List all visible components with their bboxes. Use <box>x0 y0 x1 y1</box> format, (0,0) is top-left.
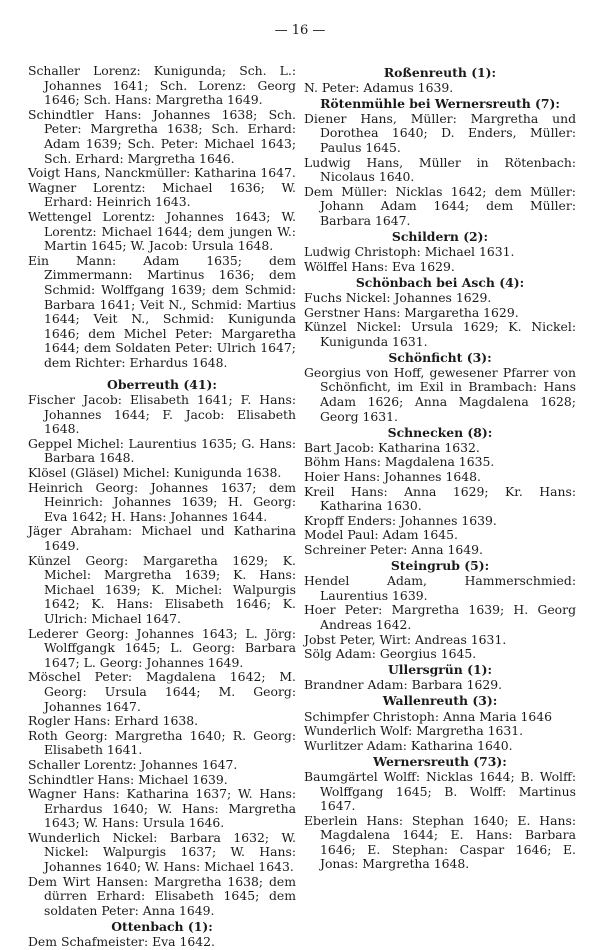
register-entry: Diener Hans, Müller: Margretha und Dorothea 1640; D. Enders, Müller: Paulus 1645. <box>304 110 576 155</box>
register-entry: Bart Jacob: Katharina 1632. <box>304 439 480 455</box>
section-heading-roetenmuehle: Rötenmühle bei Wernersreuth (7): <box>320 95 560 111</box>
register-entry: Wurlitzer Adam: Katharina 1640. <box>304 737 513 753</box>
register-entry: Gerstner Hans: Margaretha 1629. <box>304 304 519 320</box>
register-entry: Schaller Lorenz: Kunigunda; Sch. L.: Johannes 1641; Sch. Lorenz: Georg 1646; Sch. Hans: Margretha 1649. <box>28 63 296 108</box>
section-heading-schnecken: Schnecken (8): <box>387 424 493 440</box>
register-entry: Fuchs Nickel: Johannes 1629. <box>304 289 492 305</box>
register-entry: Kreil Hans: Anna 1629; Kr. Hans: Katharina 1630. <box>304 483 576 514</box>
register-entry: Ludwig Hans, Müller in Rötenbach: Nicolaus 1640. <box>304 154 576 185</box>
register-entry: Möschel Peter: Magdalena 1642; M. Georg: Ursula 1644; M. Georg: Johannes 1647. <box>28 669 296 714</box>
section-heading-schildern: Schildern (2): <box>391 229 489 245</box>
register-entry: Schindtler Hans: Johannes 1638; Sch. Peter: Margretha 1638; Sch. Erhard: Adam 1639; Sch. Peter: Michael 1643; Sch. Erhard: Margretha 1646. <box>28 106 296 166</box>
register-entry: Model Paul: Adam 1645. <box>304 527 458 543</box>
register-entry: Schreiner Peter: Anna 1649. <box>304 542 483 557</box>
register-entry: Hoier Hans: Johannes 1648. <box>304 469 481 485</box>
register-entry: Dem Schafmeister: Eva 1642. <box>28 934 215 950</box>
register-entry: Georgius von Hoff, gewesener Pfarrer von Schönficht, im Exil in Brambach: Hans Adam 1626; Anna Magdalena 1628; Georg 1631. <box>304 364 576 424</box>
section-heading-oberreuth: Oberreuth (41): <box>107 376 217 392</box>
right-column <box>304 64 576 872</box>
section-heading-rossenreuth: Roßenreuth (1): <box>383 64 497 80</box>
register-entry: Kropff Enders: Johannes 1639. <box>304 512 497 528</box>
section-heading-ottenbach: Ottenbach (1): <box>111 918 213 934</box>
register-entry: Schimpfer Christoph: Anna Maria 1646 <box>304 708 553 724</box>
register-entry: Hoer Peter: Margretha 1639; H. Georg Andreas 1642. <box>304 602 576 632</box>
register-entry: Wölffel Hans: Eva 1629. <box>304 258 455 274</box>
section-heading-steingrub: Steingrub (5): <box>390 558 490 574</box>
register-entry: Schindtler Hans: Michael 1639. <box>28 771 228 787</box>
register-entry: Künzel Georg: Margaretha 1629; K. Michel: Margretha 1639; K. Hans: Michael 1639; K. Michel: Walpurgis 1642; K. Hans: Elisabeth 1646; K. Ulrich: Michael 1647. <box>28 552 296 626</box>
register-entry: Roth Georg: Margretha 1640; R. Georg: Elisabeth 1641. <box>28 727 296 758</box>
register-entry: Brandner Adam: Barbara 1629. <box>304 677 503 693</box>
register-entry: Heinrich Georg: Johannes 1637; dem Heinrich: Johannes 1639; H. Georg: Eva 1642; H. Hans: Johannes 1644. <box>28 479 296 524</box>
register-entry: Rogler Hans: Erhard 1638. <box>28 713 199 729</box>
register-entry: Jäger Abraham: Michael und Katharina 1649. <box>28 523 296 553</box>
register-entry: Böhm Hans: Magdalena 1635. <box>304 454 495 470</box>
section-heading-wallenreuth: Wallenreuth (3): <box>382 693 498 709</box>
section-heading-schoenbach: Schönbach bei Asch (4): <box>355 274 525 290</box>
register-entry: Lederer Georg: Johannes 1643; L. Jörg: Wolffgangk 1645; L. Georg: Barbara 1647; L. Georg: Johannes 1649. <box>28 625 296 670</box>
register-entry: Eberlein Hans: Stephan 1640; E. Hans: Magdalena 1644; E. Hans: Barbara 1646; E. Stephan: Caspar 1646; E. Jonas: Margretha 1648. <box>304 812 576 872</box>
register-entry: Dem Müller: Nicklas 1642; dem Müller: Johann Adam 1644; dem Müller: Barbara 1647. <box>304 183 576 228</box>
register-entry: Hendel Adam, Hammerschmied: Laurentius 1639. <box>304 573 576 603</box>
register-entry: Klösel (Gläsel) Michel: Kunigunda 1638. <box>28 465 282 481</box>
register-entry: Sölg Adam: Georgius 1645. <box>304 646 477 662</box>
register-entry: Schaller Lorentz: Johannes 1647. <box>28 756 238 772</box>
register-entry: Wunderlich Nickel: Barbara 1632; W. Nickel: Walpurgis 1637; W. Hans: Johannes 1640; W. Hans: Michael 1643. <box>28 829 296 875</box>
register-entry: Dem Wirt Hansen: Margretha 1638; dem dürren Erhard: Elisabeth 1645; dem soldaten Peter: Anna 1649. <box>28 873 296 918</box>
register-entry: Voigt Hans, Nanckmüller: Katharina 1647. <box>28 165 296 181</box>
register-entry: Jobst Peter, Wirt: Andreas 1631. <box>304 631 507 647</box>
page-number: — 16 — <box>274 23 326 38</box>
left-column <box>28 64 296 950</box>
register-entry: Geppel Michel: Laurentius 1635; G. Hans: Barbara 1648. <box>28 435 296 466</box>
register-entry: Baumgärtel Wolff: Nicklas 1644; B. Wolff: Wolffgang 1645; B. Wolff: Martinus 1647. <box>304 768 576 814</box>
register-entry: N. Peter: Adamus 1639. <box>304 79 454 95</box>
section-heading-wernersreuth: Wernersreuth (73): <box>373 753 507 769</box>
register-entry: Wagner Lorentz: Michael 1636; W. Erhard: Heinrich 1643. <box>28 179 296 210</box>
register-entry: Wagner Hans: Katharina 1637; W. Hans: Erhardus 1640; W. Hans: Margretha 1643; W. Hans: Ursula 1646. <box>28 786 296 831</box>
section-heading-ullersgruen: Ullersgrün (1): <box>387 662 493 678</box>
section-heading-schoenficht: Schönficht (3): <box>388 349 492 365</box>
register-entry: Ein Mann: Adam 1635; dem Zimmermann: Martinus 1636; dem Schmid: Wolffgang 1639; dem Schmid: Barbara 1641; Veit N., Schmid: Martius 1644; Veit N., Schmid: Kunigunda 1646; dem Michel Peter: Margaretha 1644; dem Soldaten Peter: Ulrich 1647; dem Richter: Erhardus 1648. <box>28 252 296 370</box>
register-entry: Künzel Nickel: Ursula 1629; K. Nickel: Kunigunda 1631. <box>304 319 576 349</box>
register-entry: Fischer Jacob: Elisabeth 1641; F. Hans: Johannes 1644; F. Jacob: Elisabeth 1648. <box>28 392 296 437</box>
register-entry: Wunderlich Wolf: Margretha 1631. <box>304 723 524 739</box>
register-entry: Wettengel Lorentz: Johannes 1643; W. Lorentz: Michael 1644; dem jungen W.: Martin 1645; W. Jacob: Ursula 1648. <box>28 208 296 254</box>
register-entry: Ludwig Christoph: Michael 1631. <box>304 244 515 260</box>
